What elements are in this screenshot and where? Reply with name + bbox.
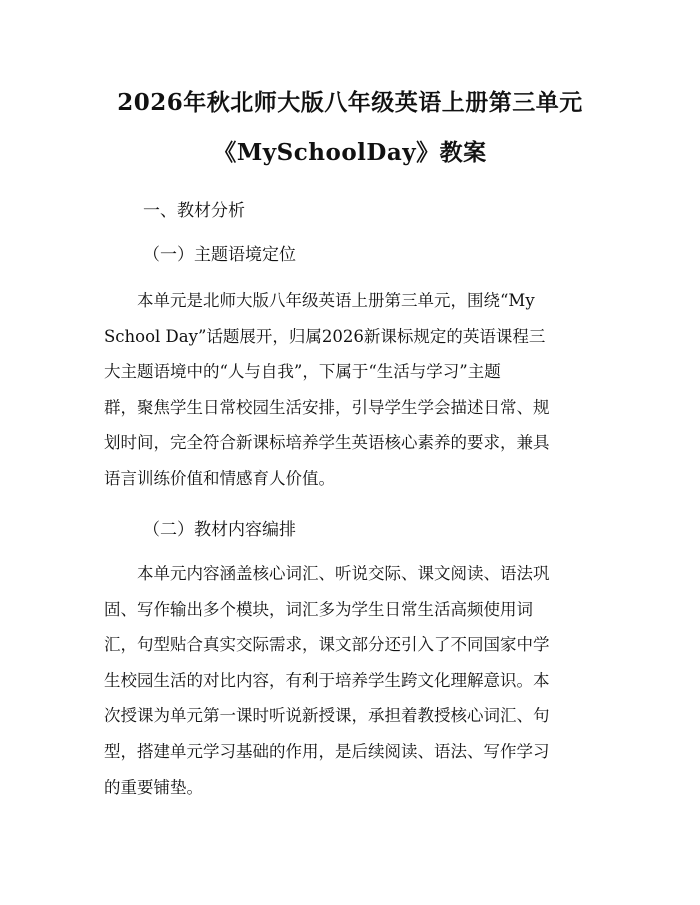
paragraph-line: 汇，句型贴合真实交际需求，课文部分还引入了不同国家中学 bbox=[104, 635, 550, 655]
paragraph-theme-context bbox=[104, 286, 550, 500]
subsection-heading-theme-context: （一）主题语境定位 bbox=[143, 245, 296, 265]
paragraph-line: 固、写作输出多个模块，词汇多为学生日常生活高频使用词 bbox=[104, 599, 533, 619]
paragraph-line: 语言训练价值和情感育人价值。 bbox=[104, 468, 335, 488]
paragraph-line: 次授课为单元第一课时听说新授课，承担着教授核心词汇、句 bbox=[104, 706, 550, 726]
paragraph-line: 的重要铺垫。 bbox=[104, 777, 203, 797]
paragraph-line: 本单元是北师大版八年级英语上册第三单元，围绕“My bbox=[137, 291, 535, 310]
paragraph-line: 本单元内容涵盖核心词汇、听说交际、课文阅读、语法巩 bbox=[137, 564, 550, 583]
paragraph-line: 群，聚焦学生日常校园生活安排，引导学生学会描述日常、规 bbox=[104, 397, 550, 417]
paragraph-line: 型，搭建单元学习基础的作用，是后续阅读、语法、写作学习 bbox=[104, 741, 550, 761]
document-title-line2: 《MySchoolDay》教案 bbox=[213, 139, 487, 166]
paragraph-line: 划时间，完全符合新课标培养学生英语核心素养的要求，兼具 bbox=[104, 433, 550, 453]
section-heading-textbook-analysis: 一、教材分析 bbox=[143, 201, 245, 221]
subsection-heading-content-arrangement: （二）教材内容编排 bbox=[143, 520, 296, 540]
paragraph-line: School Day”话题展开，归属2026新课标规定的英语课程三 bbox=[104, 326, 546, 346]
paragraph-line: 生校园生活的对比内容，有利于培养学生跨文化理解意识。本 bbox=[104, 670, 550, 690]
paragraph-line: 大主题语境中的“人与自我”，下属于“生活与学习”主题 bbox=[104, 362, 501, 382]
paragraph-content-arrangement bbox=[104, 559, 550, 808]
document-title-line1: 2026年秋北师大版八年级英语上册第三单元 bbox=[117, 89, 583, 116]
